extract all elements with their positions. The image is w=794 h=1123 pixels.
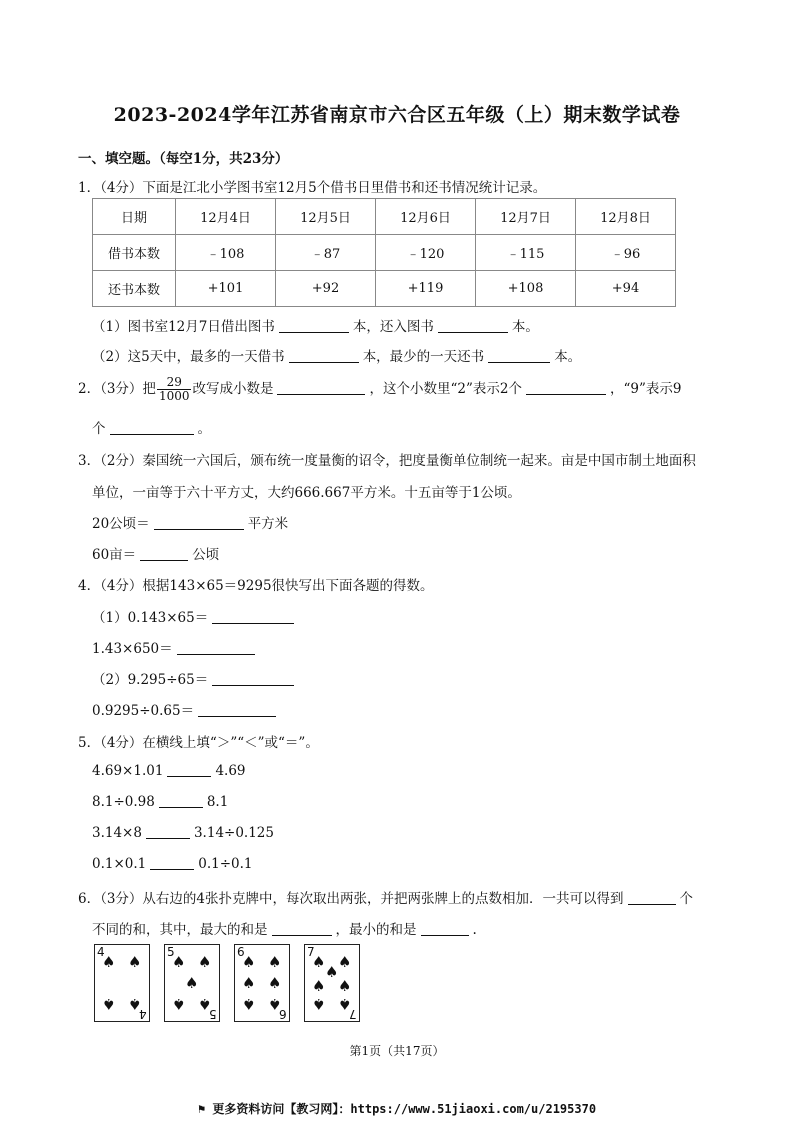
text: 20公顷＝ (92, 516, 150, 532)
text: 4.69×1.01 (92, 763, 164, 779)
text: 公顷 (192, 547, 220, 563)
answer-blank[interactable] (488, 348, 550, 363)
spade-icon: ♠ (268, 953, 282, 971)
question-6-line-1 (78, 887, 693, 907)
question-1-sub-2 (92, 345, 581, 365)
text: 2．（3分）把 (78, 381, 156, 397)
text: 个 (679, 891, 694, 907)
answer-blank[interactable] (150, 855, 194, 870)
answer-blank[interactable] (146, 824, 190, 839)
question-4-a (92, 606, 298, 626)
spade-icon: ♠ (338, 995, 352, 1013)
question-6-line-2 (92, 918, 477, 938)
question-1-sub-1 (92, 315, 539, 335)
table-header-row (93, 199, 676, 235)
spade-icon: ♠ (312, 953, 326, 971)
answer-blank[interactable] (526, 380, 606, 395)
text: 8.1÷0.98 (92, 794, 155, 810)
playing-card-4-spades (94, 944, 150, 1022)
table-cell: 12月8日 (576, 199, 676, 235)
answer-blank[interactable] (212, 671, 294, 686)
text: 本。 (554, 349, 582, 365)
table-row (93, 271, 676, 307)
section-heading: 一、填空题。（每空1分，共23分） (78, 151, 289, 167)
table-cell: 还书本数 (93, 271, 176, 307)
card-rank: 5 (167, 945, 175, 959)
fraction (157, 376, 192, 403)
table-cell: +101 (176, 271, 276, 307)
text: 改写成小数是 (192, 381, 274, 397)
footer-link[interactable] (0, 1100, 794, 1117)
table-cell: +108 (476, 271, 576, 307)
borrow-return-table (92, 198, 676, 307)
spade-icon: ♠ (102, 953, 116, 971)
text: 1.43×650＝ (92, 641, 173, 657)
spade-icon: ♠ (338, 977, 352, 995)
text: 个 (92, 421, 106, 437)
spade-icon: ♠ (128, 953, 142, 971)
question-2-line-1 (78, 376, 681, 403)
text: （1）图书室12月7日借出图书 (92, 319, 275, 335)
text: 不同的和，其中，最大的和是 (92, 922, 268, 938)
answer-blank[interactable] (198, 702, 276, 717)
text: 本，最少的一天还书 (362, 349, 485, 365)
question-3-line-2: 单位，一亩等于六十平方丈，大约666.667平方米。十五亩等于1公顷。 (92, 485, 521, 501)
spade-icon: ♠ (312, 995, 326, 1013)
question-4-d (92, 699, 280, 719)
text: 本。 (511, 319, 539, 335)
question-5-stem: 5．（4分）在横线上填“＞”“＜”或“＝”。 (78, 735, 319, 751)
text: 平方米 (247, 516, 289, 532)
answer-blank[interactable] (154, 515, 244, 530)
spade-icon: ♠ (172, 953, 186, 971)
answer-blank[interactable] (279, 318, 349, 333)
text: 本，还入图书 (352, 319, 434, 335)
spade-icon: ♠ (242, 974, 256, 992)
question-4-c (92, 668, 298, 688)
answer-blank[interactable] (212, 609, 294, 624)
playing-card-5-spades (164, 944, 220, 1022)
spade-icon: ♠ (312, 977, 326, 995)
question-2-line-2 (92, 417, 211, 437)
table-cell: ﹣115 (476, 235, 576, 271)
answer-blank[interactable] (140, 546, 188, 561)
text: ，“9”表示9 (609, 381, 682, 397)
text: ，这个小数里“2”表示2个 (369, 381, 522, 397)
spade-icon: ♠ (198, 995, 212, 1013)
card-rank: 4 (97, 945, 105, 959)
question-1-stem: 1．（4分）下面是江北小学图书室12月5个借书日里借书和还书情况统计记录。 (78, 180, 547, 196)
answer-blank[interactable] (272, 921, 332, 936)
text: （1）0.143×65＝ (92, 610, 209, 626)
question-3-line-4 (92, 543, 219, 563)
playing-card-6-spades (234, 944, 290, 1022)
question-5-d (92, 855, 253, 872)
text: （2）9.295÷65＝ (92, 672, 209, 688)
question-4-b (92, 637, 259, 657)
text: 60亩＝ (92, 547, 137, 563)
card-rank-bottom: 4 (139, 1007, 147, 1021)
answer-blank[interactable] (421, 921, 469, 936)
text: 4.69 (215, 763, 246, 779)
playing-card-7-spades (304, 944, 360, 1022)
spade-icon: ♠ (242, 995, 256, 1013)
table-cell: +92 (276, 271, 376, 307)
spade-icon: ♠ (172, 995, 186, 1013)
text: 3.14×8 (92, 825, 142, 841)
table-cell: 12月4日 (176, 199, 276, 235)
spade-icon: ♠ (128, 995, 142, 1013)
card-rank-bottom: 6 (279, 1007, 287, 1021)
question-5-a (92, 762, 246, 779)
question-5-c (92, 824, 274, 841)
answer-blank[interactable] (438, 318, 508, 333)
table-cell: 12月5日 (276, 199, 376, 235)
footer-link-text[interactable]: 更多资料访问【教习网】：https://www.51jiaoxi.com/u/2195370 (212, 1102, 597, 1116)
table-cell: 12月7日 (476, 199, 576, 235)
table-cell: ﹣96 (576, 235, 676, 271)
table-cell: ﹣120 (376, 235, 476, 271)
table-cell: +94 (576, 271, 676, 307)
answer-blank[interactable] (167, 762, 211, 777)
text: 0.9295÷0.65＝ (92, 703, 195, 719)
spade-icon: ♠ (325, 963, 339, 981)
spade-icon: ♠ (185, 974, 199, 992)
card-rank: 7 (307, 945, 315, 959)
text: ，最小的和是 (335, 922, 417, 938)
text: 6．（3分）从右边的4张扑克牌中，每次取出两张，并把两张牌上的点数相加．一共可以得到 (78, 891, 624, 907)
card-rank-bottom: 5 (209, 1007, 217, 1021)
table-cell: 借书本数 (93, 235, 176, 271)
flag-icon: ⚑ (197, 1102, 213, 1116)
table-cell: ﹣108 (176, 235, 276, 271)
question-5-b (92, 793, 228, 810)
page-title: 2023-2024学年江苏省南京市六合区五年级（上）期末数学试卷 (113, 104, 681, 126)
spade-icon: ♠ (102, 995, 116, 1013)
spade-icon: ♠ (338, 953, 352, 971)
answer-blank[interactable] (177, 640, 255, 655)
text: 3.14÷0.125 (193, 825, 274, 841)
text: 8.1 (206, 794, 229, 810)
spade-icon: ♠ (198, 953, 212, 971)
answer-blank[interactable] (159, 793, 203, 808)
spade-icon: ♠ (268, 974, 282, 992)
answer-blank[interactable] (110, 420, 194, 435)
spade-icon: ♠ (268, 995, 282, 1013)
page-number: 第1页（共17页） (349, 1044, 445, 1058)
table-cell: 12月6日 (376, 199, 476, 235)
spade-icon: ♠ (242, 953, 256, 971)
answer-blank[interactable] (289, 348, 359, 363)
question-4-stem: 4．（4分）根据143×65＝9295很快写出下面各题的得数。 (78, 578, 434, 594)
table-cell: 日期 (93, 199, 176, 235)
text: . (472, 922, 477, 938)
fraction-numerator: 29 (157, 376, 192, 390)
card-rank: 6 (237, 945, 245, 959)
answer-blank[interactable] (277, 380, 365, 395)
text: 0.1×0.1 (92, 856, 147, 872)
table-row (93, 235, 676, 271)
question-3-line-3 (92, 512, 288, 532)
question-3-line-1: 3．（2分）秦国统一六国后，颁布统一度量衡的诏令，把度量衡单位制统一起来。亩是中国市制土地面积 (78, 453, 696, 469)
table-cell: +119 (376, 271, 476, 307)
text: 。 (197, 421, 211, 437)
text: 0.1÷0.1 (198, 856, 253, 872)
table-cell: ﹣87 (276, 235, 376, 271)
answer-blank[interactable] (628, 890, 676, 905)
fraction-denominator: 1000 (158, 389, 190, 403)
text: （2）这5天中，最多的一天借书 (92, 349, 285, 365)
card-rank-bottom: 7 (349, 1007, 357, 1021)
